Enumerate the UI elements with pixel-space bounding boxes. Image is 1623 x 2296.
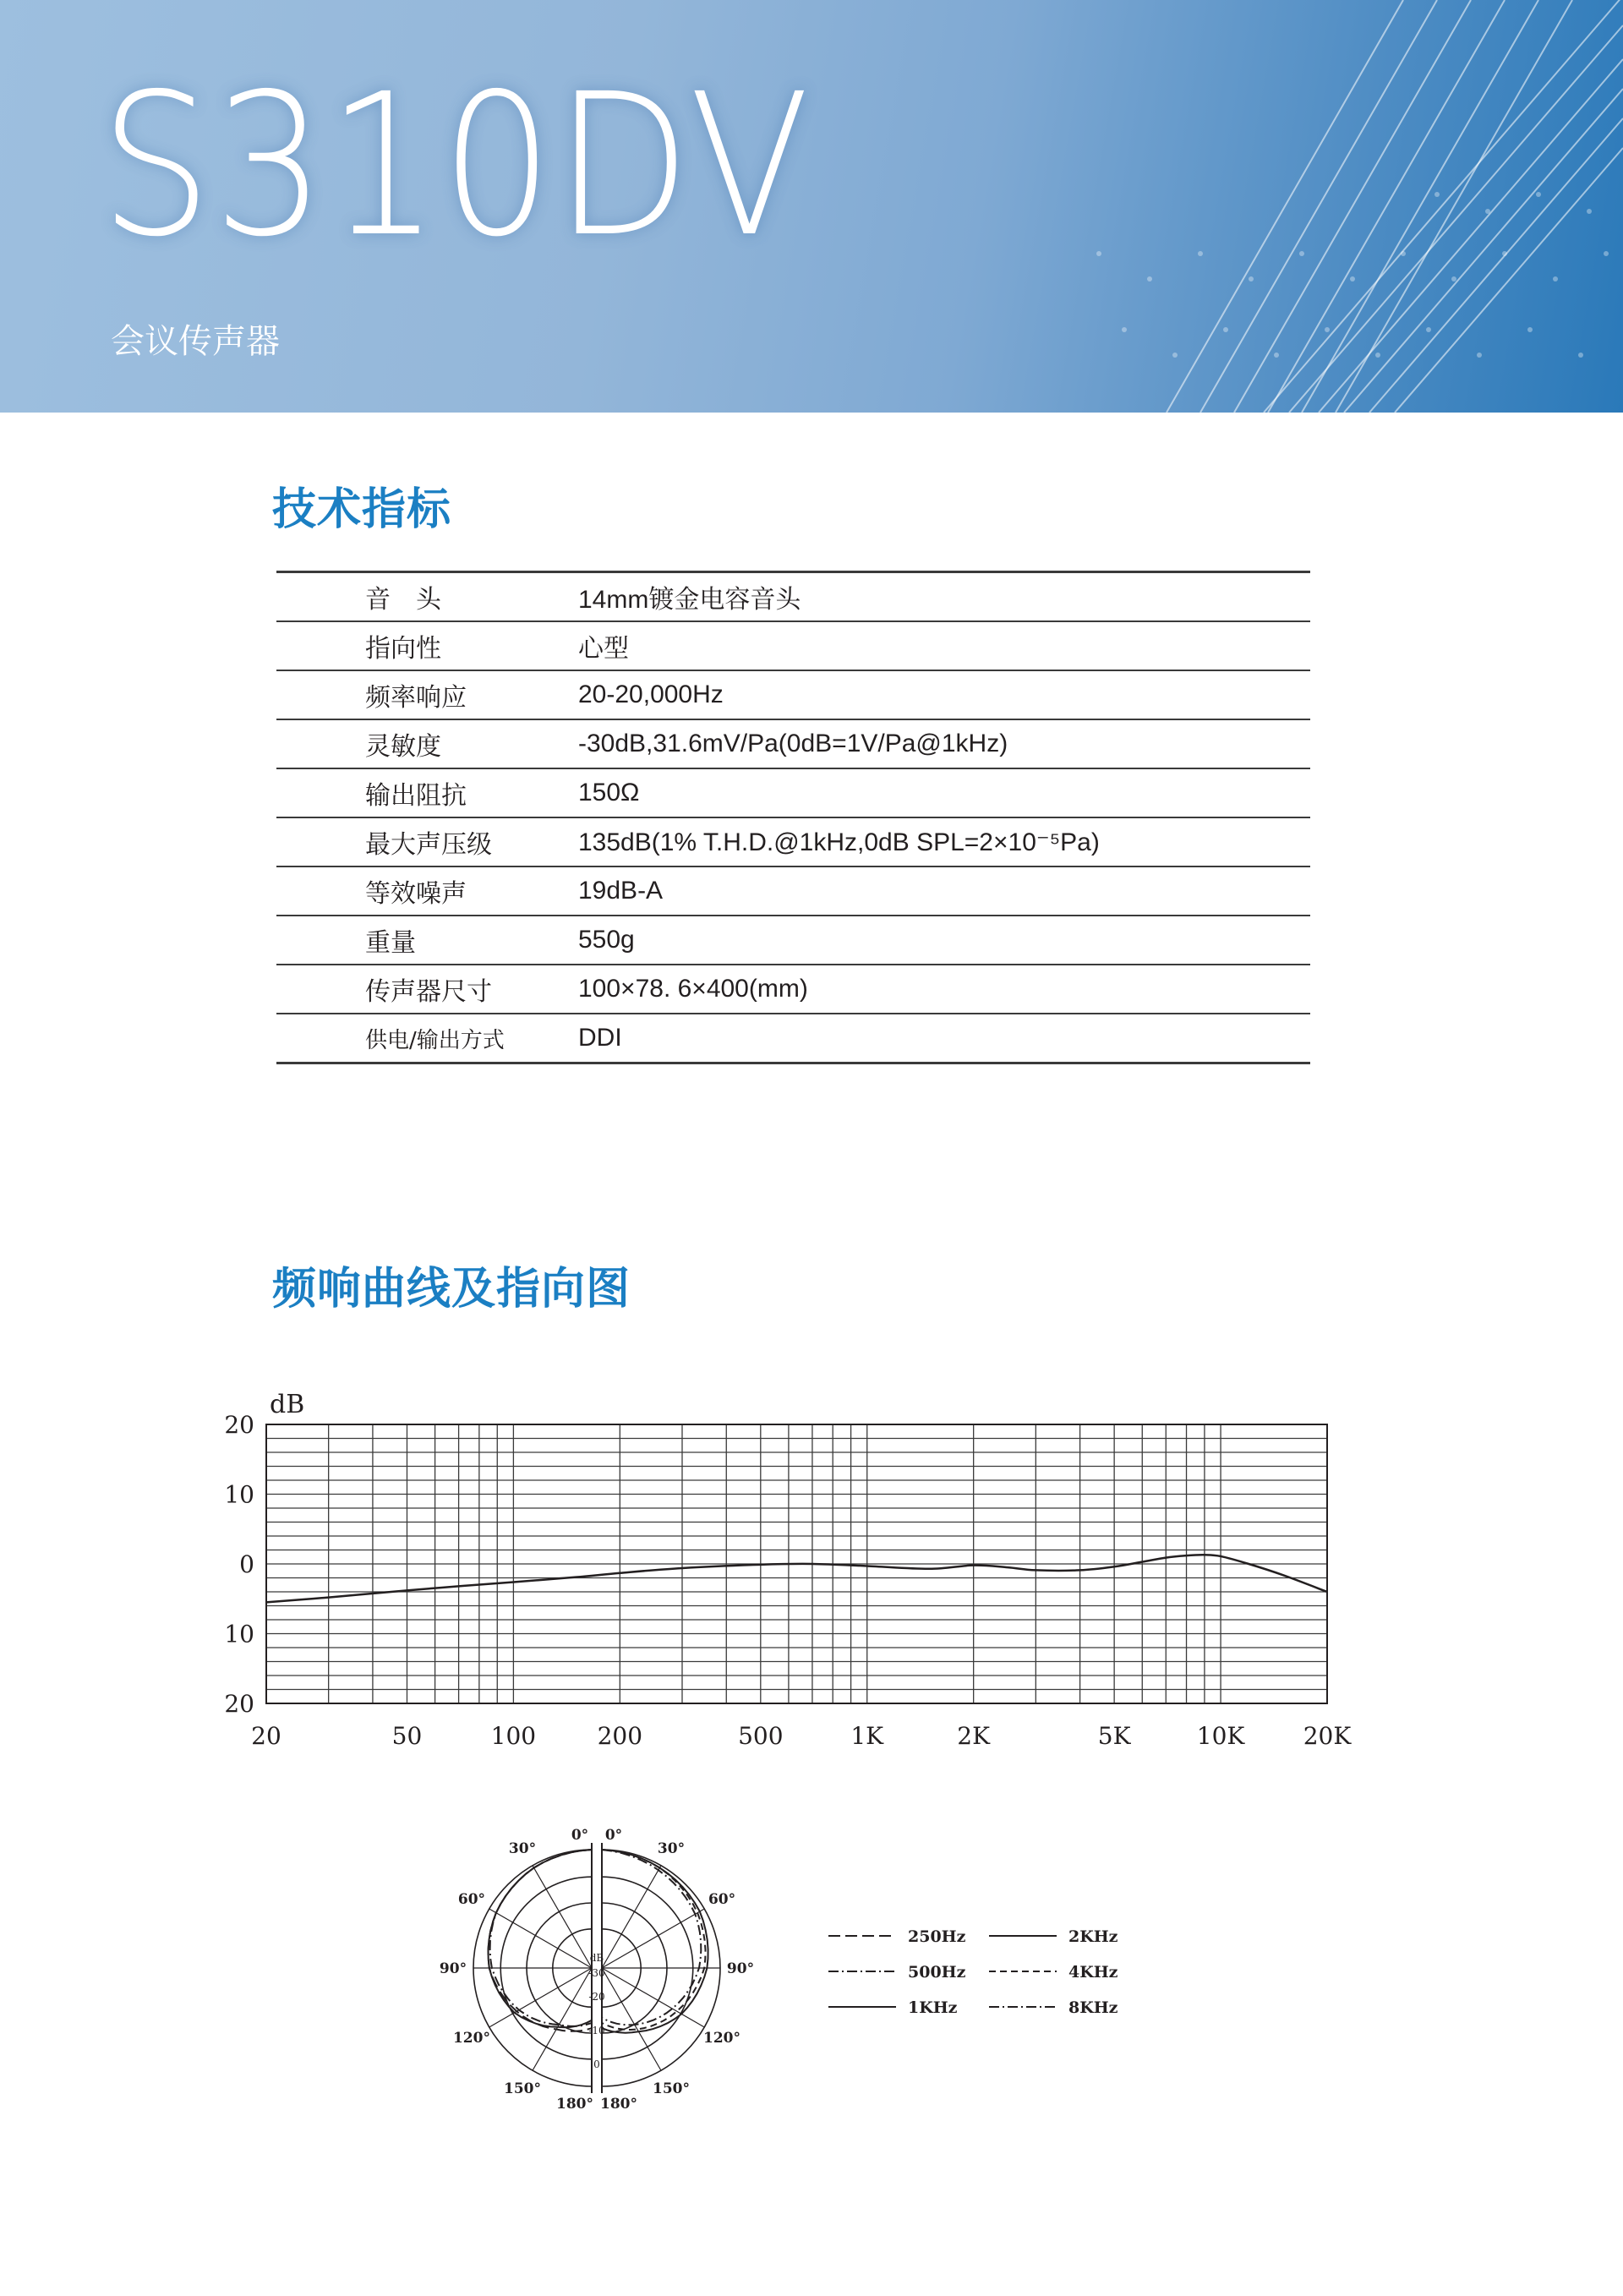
spec-row — [276, 1014, 1310, 1063]
x-tick-label: 1K — [850, 1722, 884, 1750]
spec-row — [276, 817, 1310, 866]
response-curve — [266, 1555, 1327, 1602]
spec-value: 135dB(1% T.H.D.@1kHz,0dB SPL=2×10⁻⁵Pa) — [578, 817, 1310, 866]
legend-label: 500Hz — [908, 1963, 966, 1982]
x-tick-label: 100 — [490, 1722, 537, 1750]
polar-angle-label: 150° — [504, 2080, 541, 2098]
spec-label: 重量 — [276, 916, 578, 965]
legend-item — [828, 1927, 966, 1946]
x-tick-label: 200 — [597, 1722, 643, 1750]
legend-item — [989, 1963, 1118, 1982]
spec-label: 等效噪声 — [276, 866, 578, 916]
product-subtitle: 会议传声器 — [111, 322, 280, 361]
spec-label: 供电/输出方式 — [276, 1014, 578, 1063]
legend-label: 2KHz — [1068, 1927, 1118, 1946]
frequency-response-chart — [211, 1369, 1361, 1758]
x-tick-label: 5K — [1097, 1722, 1131, 1750]
polar-spoke — [533, 1968, 592, 2070]
polar-pattern-chart — [406, 1818, 812, 2122]
spec-row — [276, 965, 1310, 1014]
polar-spoke — [533, 1866, 592, 1968]
spec-label: 最大声压级 — [276, 817, 578, 866]
polar-angle-label: 120° — [703, 2030, 741, 2047]
banner-dot-pattern — [1096, 192, 1609, 358]
spec-label: 频率响应 — [276, 670, 578, 719]
legend-item — [828, 1963, 966, 1982]
spec-value: 550g — [578, 916, 1310, 965]
spec-value: 150Ω — [578, 768, 1310, 817]
spec-row — [276, 916, 1310, 965]
header-banner — [0, 0, 1623, 413]
polar-spoke — [489, 1909, 592, 1968]
y-axis-label: dB — [270, 1390, 305, 1419]
polar-angle-label: 0° — [604, 1827, 623, 1844]
spec-label: 音 头 — [276, 572, 578, 622]
legend-label: 1KHz — [908, 1998, 958, 2017]
spec-row — [276, 719, 1310, 768]
spec-value: -30dB,31.6mV/Pa(0dB=1V/Pa@1kHz) — [578, 719, 1310, 768]
x-tick-label: 50 — [391, 1722, 423, 1750]
polar-angle-label: 150° — [653, 2080, 690, 2098]
spec-row — [276, 670, 1310, 719]
polar-angle-label: 120° — [452, 2030, 490, 2047]
banner-diagonal-lines — [1167, 0, 1623, 413]
legend-label: 4KHz — [1068, 1963, 1118, 1982]
spec-value: 100×78. 6×400(mm) — [578, 965, 1310, 1014]
polar-angle-label: 60° — [708, 1891, 736, 1908]
charts-section-title: 频响曲线及指向图 — [272, 1264, 631, 1315]
polar-angle-label: 30° — [657, 1840, 686, 1857]
polar-angle-label: 30° — [508, 1840, 537, 1857]
polar-half-left — [440, 1827, 593, 2113]
spec-row — [276, 866, 1310, 916]
polar-angle-label: 180° — [600, 2096, 637, 2113]
polar-angle-label: 60° — [457, 1891, 486, 1908]
polar-spoke — [602, 1866, 661, 1968]
x-tick-label: 2K — [957, 1722, 991, 1750]
spec-value: 14mm镀金电容音头 — [578, 572, 1310, 622]
spec-label: 传声器尺寸 — [276, 965, 578, 1014]
x-tick-label: 10K — [1196, 1722, 1245, 1750]
legend-label: 8KHz — [1068, 1998, 1118, 2017]
spec-section-title: 技术指标 — [272, 484, 452, 535]
legend-item — [989, 1998, 1118, 2017]
spec-value: 20-20,000Hz — [578, 670, 1310, 719]
spec-label: 灵敏度 — [276, 719, 578, 768]
spec-value: 19dB-A — [578, 866, 1310, 916]
legend-label: 250Hz — [908, 1927, 966, 1946]
polar-curve-4KHz — [602, 1850, 706, 2030]
x-tick-label: 20 — [251, 1722, 281, 1750]
y-tick-label: 0 — [239, 1550, 254, 1578]
y-tick-label: 20 — [224, 1411, 254, 1439]
polar-angle-label: 90° — [726, 1960, 755, 1977]
legend-item — [828, 1998, 958, 2017]
polar-angle-label: 180° — [556, 2096, 593, 2113]
polar-curve-8KHz — [602, 1850, 701, 2025]
y-tick-label: 20 — [224, 1690, 254, 1718]
spec-value: DDI — [578, 1014, 1310, 1063]
x-tick-label: 500 — [738, 1722, 784, 1750]
polar-radial-label: 0 — [593, 2058, 600, 2070]
legend-item — [989, 1927, 1118, 1946]
polar-radial-label: -20 — [588, 1991, 605, 2003]
polar-radial-label: dB — [589, 1952, 604, 1964]
y-tick-label: 10 — [224, 1620, 254, 1648]
polar-radial-label: -10 — [588, 2025, 605, 2036]
spec-value: 心型 — [578, 621, 1310, 670]
polar-angle-label: 90° — [439, 1960, 467, 1977]
spec-label: 指向性 — [276, 621, 578, 670]
polar-legend — [828, 1911, 1167, 2029]
polar-half-right — [600, 1827, 754, 2113]
polar-spoke — [602, 1968, 661, 2070]
spec-table — [276, 571, 1310, 1064]
y-tick-label: 10 — [224, 1480, 254, 1509]
x-tick-label: 20K — [1303, 1722, 1352, 1750]
spec-row — [276, 572, 1310, 622]
spec-row — [276, 768, 1310, 817]
polar-radial-label: -30 — [588, 1967, 605, 1979]
spec-label: 输出阻抗 — [276, 768, 578, 817]
polar-angle-label: 0° — [571, 1827, 589, 1844]
model-title: S310DV — [100, 52, 812, 280]
spec-row — [276, 621, 1310, 670]
polar-spoke — [602, 1909, 704, 1968]
